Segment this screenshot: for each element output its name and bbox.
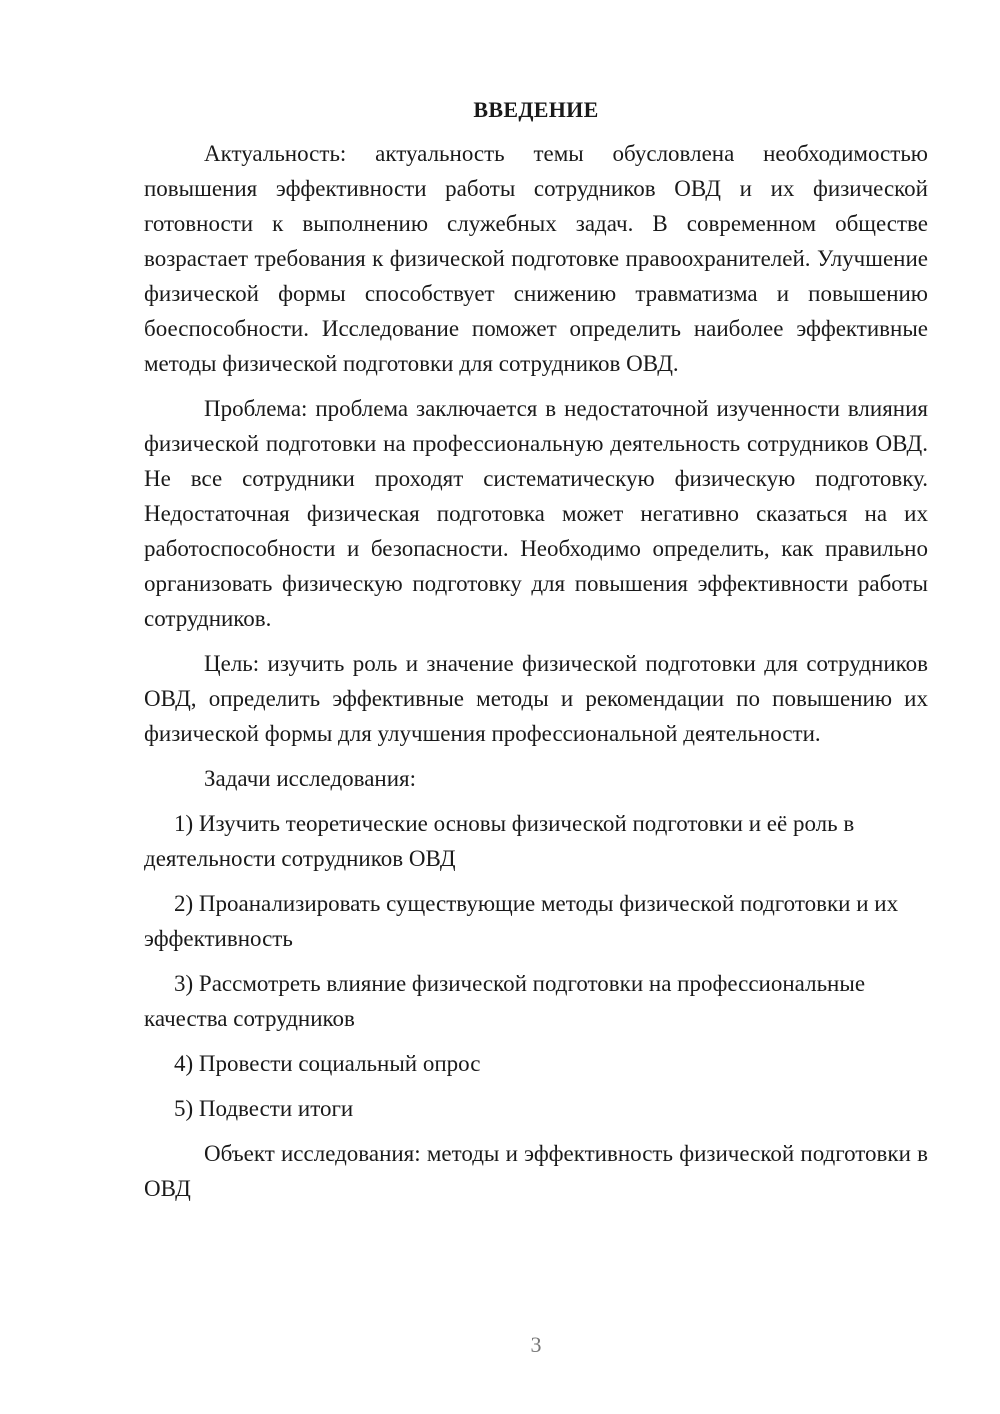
task-item: 1) Изучить теоретические основы физической подготовки и её роль в деятельности сотрудников ОВД: [144, 811, 855, 871]
task-item: 3) Рассмотреть влияние физической подготовки на профессиональные качества сотрудников: [144, 971, 866, 1031]
task-item: 2) Проанализировать существующие методы физической подготовки и их эффективность: [144, 891, 899, 951]
object-paragraph: Объект исследования: методы и эффективность физической подготовки в ОВД: [144, 1141, 928, 1201]
document-body: [144, 88, 928, 1216]
page-number: 3: [530, 1332, 542, 1357]
problem-paragraph: Проблема: проблема заключается в недостаточной изученности влияния физической подготовки на профессиональную деятельность сотрудников ОВД. Не все сотрудники проходят систематическую физическую подготовку. Недостаточная физическая подготовка может негативно сказаться на их работоспособности и безопасности. Необходимо определить, как правильно организовать физическую подготовку для повышения эффективности работы сотрудников.: [144, 396, 928, 631]
goal-paragraph: Цель: изучить роль и значение физической подготовки для сотрудников ОВД, определить эффективные методы и рекомендации по повышению их физической формы для улучшения профессиональной деятельности.: [144, 651, 928, 746]
task-item: 5) Подвести итоги: [174, 1096, 354, 1121]
relevance-paragraph: Актуальность: актуальность темы обусловлена необходимостью повышения эффективности работы сотрудников ОВД и их физической готовности к выполнению служебных задач. В современном обществе возрастает требования к физической подготовке правоохранителей. Улучшение физической формы способствует снижению травматизма и повышению боеспособности. Исследование поможет определить наиболее эффективные методы физической подготовки для сотрудников ОВД.: [144, 141, 928, 376]
tasks-heading: Задачи исследования:: [204, 766, 417, 791]
tasks-list: [144, 806, 928, 1126]
page-title: ВВЕДЕНИЕ: [473, 97, 599, 122]
task-item: 4) Провести социальный опрос: [174, 1051, 481, 1076]
